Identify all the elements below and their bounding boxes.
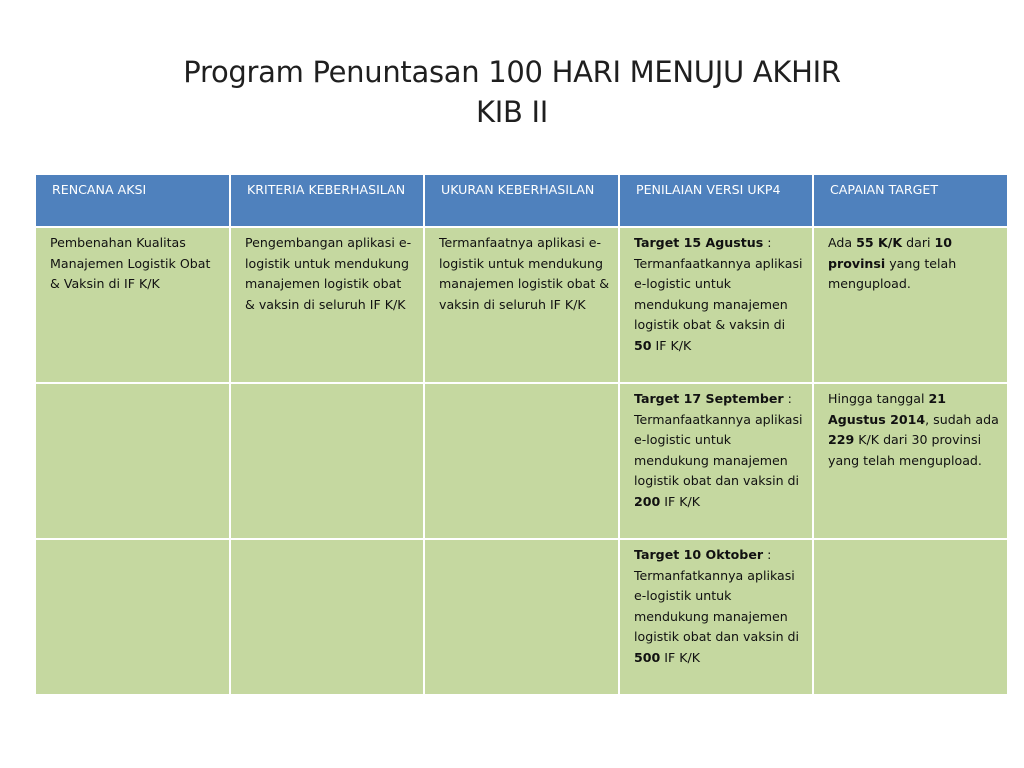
cell-ukuran: Termanfaatnya aplikasi e-logistik untuk mendukung manajemen logistik obat & vaksin di seluruh IF K/K xyxy=(424,227,619,383)
text-segment: Hingga tanggal xyxy=(828,391,929,406)
header-penilaian-versi-ukp4: PENILAIAN VERSI UKP4 xyxy=(619,174,813,227)
text-segment: yang telah mengupload. xyxy=(828,255,957,291)
bold-text-segment: 229 xyxy=(828,432,855,447)
cell-capaian xyxy=(813,383,1008,539)
cell-rencana-aksi: Pembenahan Kualitas Manajemen Logistik Obat & Vaksin di IF K/K xyxy=(35,227,230,383)
text-segment: Ada xyxy=(828,235,857,250)
cell-penilaian xyxy=(619,227,813,383)
text-segment: IF K/K xyxy=(660,493,701,509)
text-segment: IF K/K xyxy=(660,649,701,665)
cell-kriteria xyxy=(230,539,424,695)
bold-text-segment: 50 xyxy=(634,337,652,353)
cell-ukuran xyxy=(424,539,619,695)
table-row xyxy=(35,227,1008,383)
text-segment: : Termanfatkannya aplikasi e-logistik untuk mendukung manajemen logistik obat dan vaksin di xyxy=(634,547,800,644)
text-segment: , sudah ada xyxy=(925,411,999,427)
cell-capaian xyxy=(813,227,1008,383)
title-line-1: Program Penuntasan 100 HARI MENUJU AKHIR xyxy=(183,55,841,89)
bold-text-segment: Target 17 September xyxy=(634,391,784,406)
bold-text-segment: 21 Agustus 2014 xyxy=(828,391,947,427)
cell-kriteria: Pengembangan aplikasi e-logistik untuk mendukung manajemen logistik obat & vaksin di seluruh IF K/K xyxy=(230,227,424,383)
header-ukuran-keberhasilan: UKURAN KEBERHASILAN xyxy=(424,174,619,227)
cell-rencana-aksi xyxy=(35,383,230,539)
title-line-2: KIB II xyxy=(476,95,548,129)
text-segment: K/K dari 30 provinsi yang telah mengupload. xyxy=(828,432,982,468)
text-segment: : Termanfaatkannya aplikasi e-logistic untuk mendukung manajemen logistik obat dan vaksin di xyxy=(634,391,803,488)
cell-capaian xyxy=(813,539,1008,695)
action-plan-table xyxy=(34,173,1009,696)
text-segment: : Termanfaatkannya aplikasi e-logistic untuk mendukung manajemen logistik obat & vaksin di xyxy=(634,235,803,332)
slide-title xyxy=(80,52,944,132)
header-rencana-aksi: RENCANA AKSI xyxy=(35,174,230,227)
text-segment: IF K/K xyxy=(651,337,692,353)
text-segment: dari xyxy=(902,235,935,250)
bold-text-segment: Target 15 Agustus xyxy=(634,235,764,250)
bold-text-segment: 10 provinsi xyxy=(828,235,953,271)
bold-text-segment: Target 10 Oktober xyxy=(634,547,764,562)
cell-penilaian xyxy=(619,383,813,539)
bold-text-segment: 55 K/K xyxy=(856,235,903,250)
cell-kriteria xyxy=(230,383,424,539)
table-row xyxy=(35,539,1008,695)
cell-penilaian xyxy=(619,539,813,695)
cell-rencana-aksi xyxy=(35,539,230,695)
table-row xyxy=(35,383,1008,539)
table-header-row xyxy=(35,174,1008,227)
header-capaian-target: CAPAIAN TARGET xyxy=(813,174,1008,227)
cell-ukuran xyxy=(424,383,619,539)
header-kriteria-keberhasilan: KRITERIA KEBERHASILAN xyxy=(230,174,424,227)
bold-text-segment: 200 xyxy=(634,493,661,509)
bold-text-segment: 500 xyxy=(634,649,661,665)
